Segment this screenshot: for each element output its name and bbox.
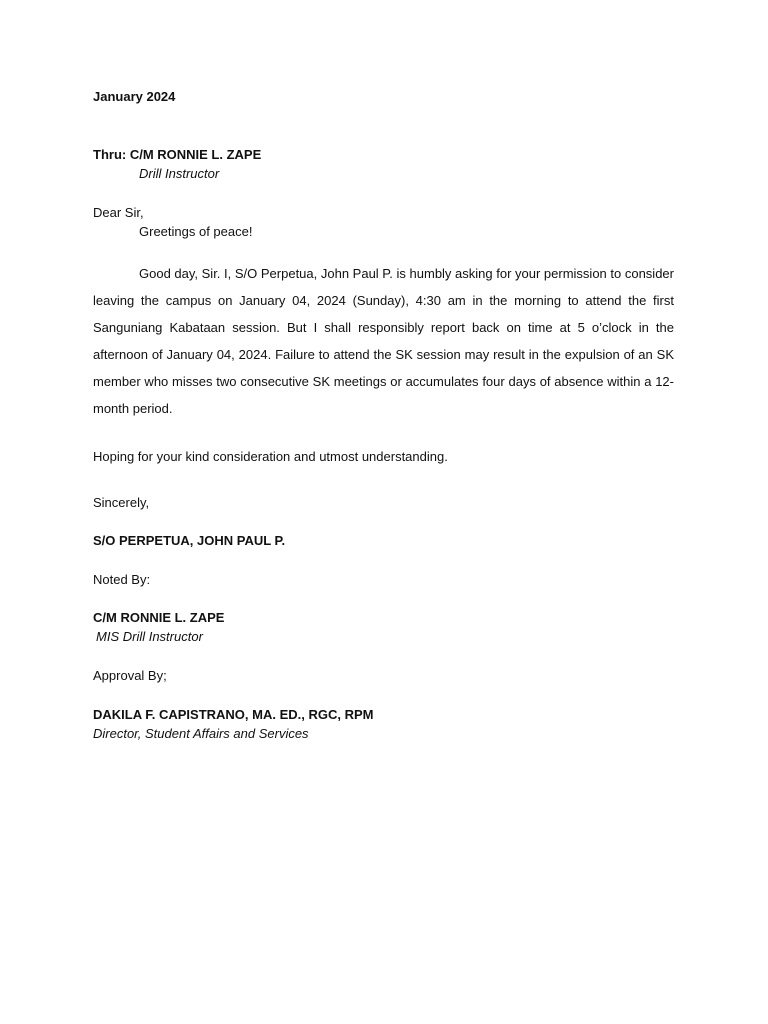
body-paragraph: Good day, Sir. I, S/O Perpetua, John Paul P. is humbly asking for your permission to consider leaving the campus on January 04, 2024 (Sunday), 4:30 am in the morning to attend the first Sanguniang Kabataan session. But I shall responsibly report back on time at 5 o’clock in the afternoon of January 04, 2024. Failure to attend the SK session may result in the expulsion of an SK member who misses two consecutive SK meetings or accumulates four days of absence within a 12-month period. <box>93 266 674 416</box>
approval-label: Approval By; <box>93 668 167 683</box>
approver-title: Director, Student Affairs and Services <box>93 726 309 741</box>
greeting: Greetings of peace! <box>139 224 253 239</box>
noted-name: C/M RONNIE L. ZAPE <box>93 610 225 625</box>
noted-label: Noted By: <box>93 572 151 587</box>
thru-line: Thru: C/M RONNIE L. ZAPE <box>93 147 262 162</box>
closing-request: Hoping for your kind consideration and utmost understanding. <box>93 449 448 464</box>
salutation: Dear Sir, <box>93 205 144 220</box>
letter-date: January 2024 <box>93 89 176 104</box>
approver-name: DAKILA F. CAPISTRANO, MA. ED., RGC, RPM <box>93 707 374 722</box>
closing: Sincerely, <box>93 495 150 510</box>
sender-name: S/O PERPETUA, JOHN PAUL P. <box>93 533 286 548</box>
thru-title: Drill Instructor <box>139 166 220 181</box>
noted-title: MIS Drill Instructor <box>96 629 203 644</box>
